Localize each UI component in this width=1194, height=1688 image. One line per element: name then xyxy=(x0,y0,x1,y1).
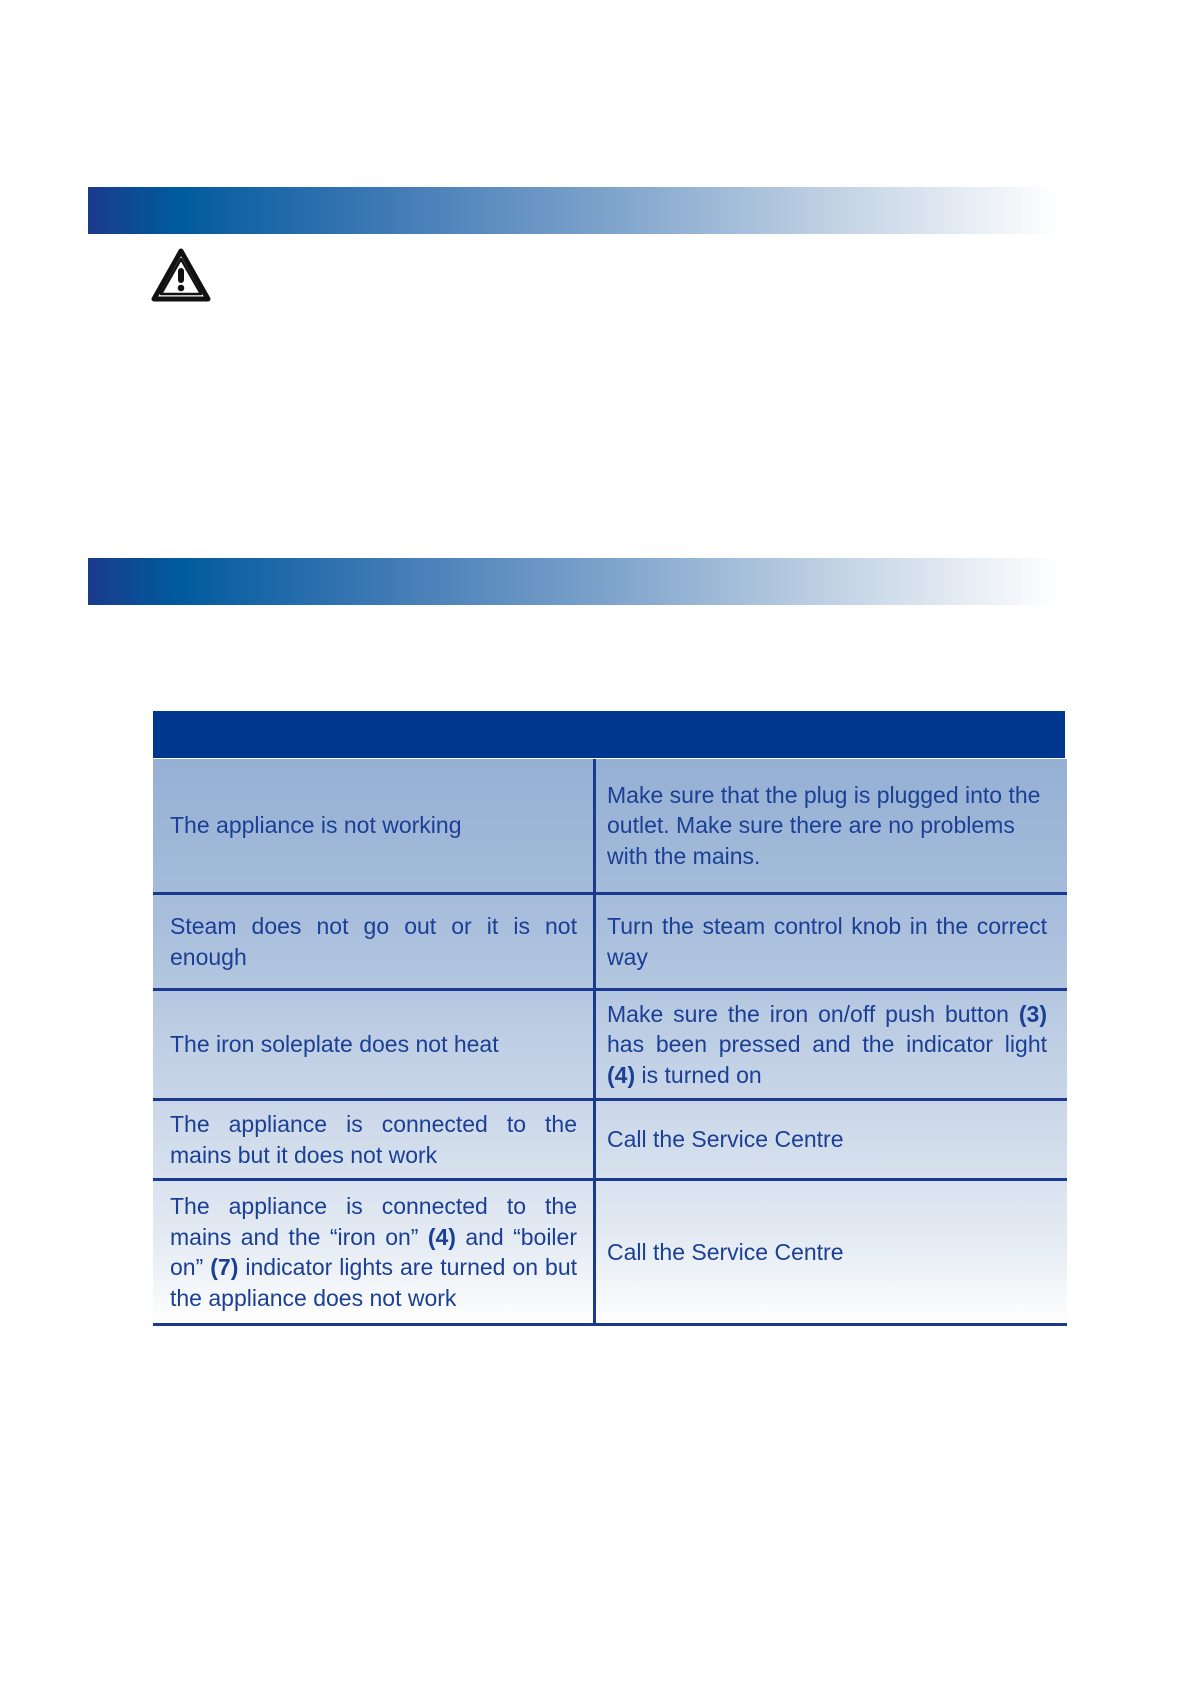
problem-cell xyxy=(153,1181,596,1323)
problem-text-part: The appliance is connected to the mains and the “iron on” xyxy=(170,1193,577,1250)
problem-text-part: indicator lights are turned on but the appliance does not work xyxy=(170,1254,578,1311)
table-row xyxy=(153,895,1067,991)
table-body xyxy=(153,758,1067,1326)
table-row xyxy=(153,991,1067,1101)
solution-text: Turn the steam control knob in the correct way xyxy=(607,913,1047,970)
part-reference: (4) xyxy=(427,1223,456,1250)
problem-text: The iron soleplate does not heat xyxy=(170,1031,499,1058)
warning-triangle-icon xyxy=(150,247,212,303)
troubleshooting-table xyxy=(153,711,1067,1326)
problem-text-part: and “boiler on” xyxy=(170,1223,577,1280)
solution-text xyxy=(607,999,1047,1091)
solution-cell xyxy=(596,759,1067,892)
solution-text-part: has been pressed and the indicator light xyxy=(607,1031,1047,1058)
solution-cell xyxy=(596,1101,1067,1178)
problem-cell xyxy=(153,895,596,988)
solution-cell xyxy=(596,1181,1067,1323)
problem-cell xyxy=(153,991,596,1098)
part-reference: (7) xyxy=(210,1254,239,1280)
solution-cell xyxy=(596,991,1067,1098)
solution-cell xyxy=(596,895,1067,988)
section-banner xyxy=(88,558,1058,605)
section-banner xyxy=(88,187,1058,234)
problem-cell xyxy=(153,1101,596,1178)
table-row xyxy=(153,1101,1067,1181)
table-header xyxy=(153,711,1065,758)
table-row xyxy=(153,758,1067,895)
problem-cell xyxy=(153,759,596,892)
table-row xyxy=(153,1181,1067,1326)
solution-text-part: Make sure the iron on/off push button xyxy=(607,1000,1009,1027)
problem-text: The appliance is connected to the mains but it does not work xyxy=(170,1111,577,1168)
solution-text-part: is turned on xyxy=(641,1061,762,1088)
part-reference: (4) xyxy=(607,1061,636,1088)
problem-text xyxy=(170,1191,577,1313)
solution-text: Call the Service Centre xyxy=(607,1238,844,1265)
problem-text: The appliance is not working xyxy=(170,812,462,839)
problem-text: Steam does not go out or it is not enough xyxy=(170,913,577,970)
solution-text: Make sure that the plug is plugged into the outlet. Make sure there are no problems with the mains. xyxy=(607,781,1041,869)
solution-text: Call the Service Centre xyxy=(607,1126,844,1153)
part-reference: (3) xyxy=(1018,1000,1048,1027)
